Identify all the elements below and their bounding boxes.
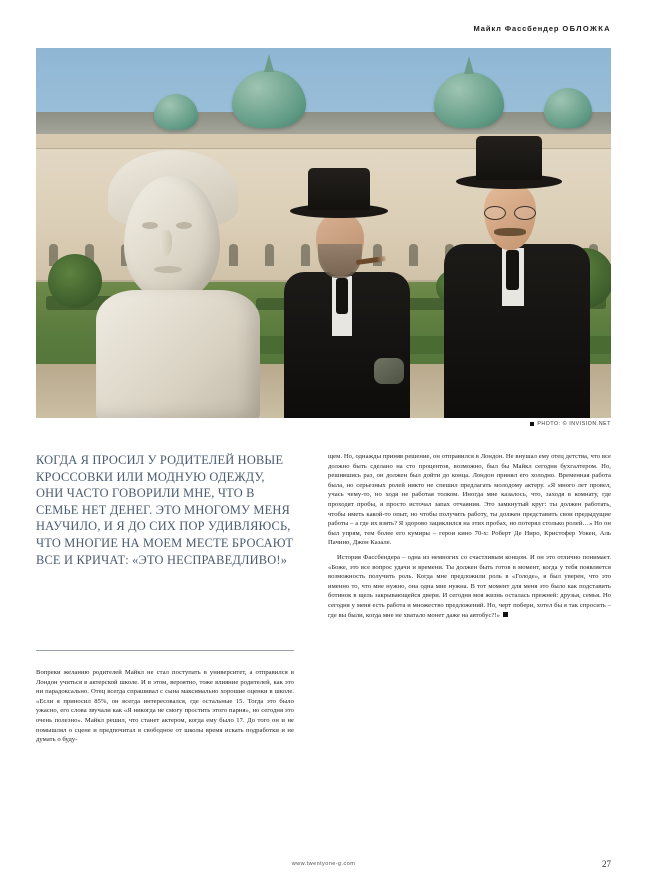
statue-torso <box>96 290 260 418</box>
credit-square-icon <box>530 422 534 426</box>
palace-spire-icon <box>264 54 274 72</box>
palace-spire-icon <box>464 56 474 74</box>
paragraph-text: История Фассбендера – одна из немногих со счастливым концом. И он это отлично понимает. «Боже, это все вопрос удачи и времени. Ты должен быть готов в момент, когда у тебя появляется возможность получить роль. Когда мне предложили роль в «Голоде», я был уверен, что это именно то, что мне нужно, она одна мне нужна. В тот момент для меня это было как подставить ботинок в щель закрывающейся двери. И сегодня моя жизнь осталась прежней: друзья, семья. Но сегодня у меня есть работа и множество предложений. Но, черт побери, хотел бы я так спросить – где вы были, когда мне не хватало монет даже на автобус?!» <box>328 553 611 619</box>
body-column-left <box>36 668 294 745</box>
body-column-right <box>328 452 611 620</box>
photo-credit-text: PHOTO: © INVISION.NET <box>537 421 611 427</box>
statue-eye <box>142 222 158 229</box>
cover-photo <box>36 48 611 418</box>
actor-right-tie <box>506 250 519 290</box>
paragraph: щем. Но, однажды приняв решение, он отправился в Лондон. Не внушал ему отец детства, что все должно быть сделано на сто процентов, возможно, был бы Майкл сегодня бухгалтером. Но, решившись раз, он должен был дойти до конца. Лондон принял его холодно. Временная работа была, но серьезных ролей никто не спешил предлагать молодому актеру. «Я много лет провел, учась чему-то, но ходя не работая толком. Иногда мне казалось, что, заходя в комнату, где проходят пробы, я просто источал запах отчаяния. Это замкнутый круг: ты должен работать, чтобы иметь какой-то опыт, но чтобы получить работу, ты должен представить свои предыдущие работы – а где их взять? Я здорово зациклился на этих пробах, но потерял столько ролей…» Но он был упрям, тем более его кумиры – герои кино 70-х: Роберт Де Ниро, Кристофер Уокен, Аль Пачино, Джон Казале. <box>328 453 611 547</box>
palace-roof <box>36 112 611 134</box>
pull-quote: КОГДА Я ПРОСИЛ У РОДИТЕЛЕЙ НОВЫЕ КРОССОВКИ ИЛИ МОДНУЮ ОДЕЖДУ, ОНИ ЧАСТО ГОВОРИЛИ МНЕ, ЧТО В СЕМЬЕ НЕТ ДЕНЕГ. ЭТО МНОГОМУ МЕНЯ НАУЧИЛО, И Я ДО СИХ ПОР УДИВЛЯЮСЬ, ЧТО МНОГИЕ НА МОЕМ МЕСТЕ БРОСАЮТ ВСЕ И КРИЧАТ: «ЭТО НЕСПРАВЕДЛИВО!» <box>36 453 294 567</box>
bowler-hat-icon <box>308 168 370 210</box>
statue-mouth <box>154 266 182 273</box>
header-section: ОБЛОЖКА <box>562 24 611 33</box>
bowler-hat-icon <box>476 136 542 180</box>
end-mark-icon <box>503 612 508 617</box>
photo-credit <box>530 421 611 427</box>
actor-right-mustache <box>494 228 526 236</box>
actor-left-figure <box>282 158 412 418</box>
palace-dome-icon <box>544 88 592 128</box>
marble-statue <box>90 140 272 418</box>
paragraph <box>328 553 611 620</box>
running-header <box>474 24 611 33</box>
actor-left-tie <box>336 278 348 314</box>
palace-dome-icon <box>154 94 198 130</box>
page-number: 27 <box>602 859 611 869</box>
pull-quote-divider <box>36 650 294 651</box>
footer-website[interactable]: www.twentyone-g.com <box>291 861 356 867</box>
statue-eye <box>176 222 192 229</box>
paragraph: Вопреки желанию родителей Майкл не стал поступать в университет, а отправился в Лондон учиться в актерской школе. И в этом, вероятно, тоже влияние родителей, как это ни парадоксально. Отец всегда спрашивал с сына максимально хорошие оценки в школе. «Если я приносил 85%, он всегда интересовался, где остальные 15. Тогда это было ужасно, его слова звучали как «Я никогда не смогу простить этого парня», но сегодня это очень полезно». Майкл решил, что станет актером, когда ему было 17. До того он и не помышлял о сцене и предпочитал в свободное от школы время искать подработки и не думать о буду- <box>36 669 294 744</box>
actor-left-glove <box>374 358 404 384</box>
header-name: Майкл Фассбендер <box>473 24 560 33</box>
statue-nose <box>160 230 172 256</box>
statue-head <box>124 176 220 300</box>
eyeglasses-icon <box>484 206 536 218</box>
actor-right-figure <box>440 136 590 418</box>
